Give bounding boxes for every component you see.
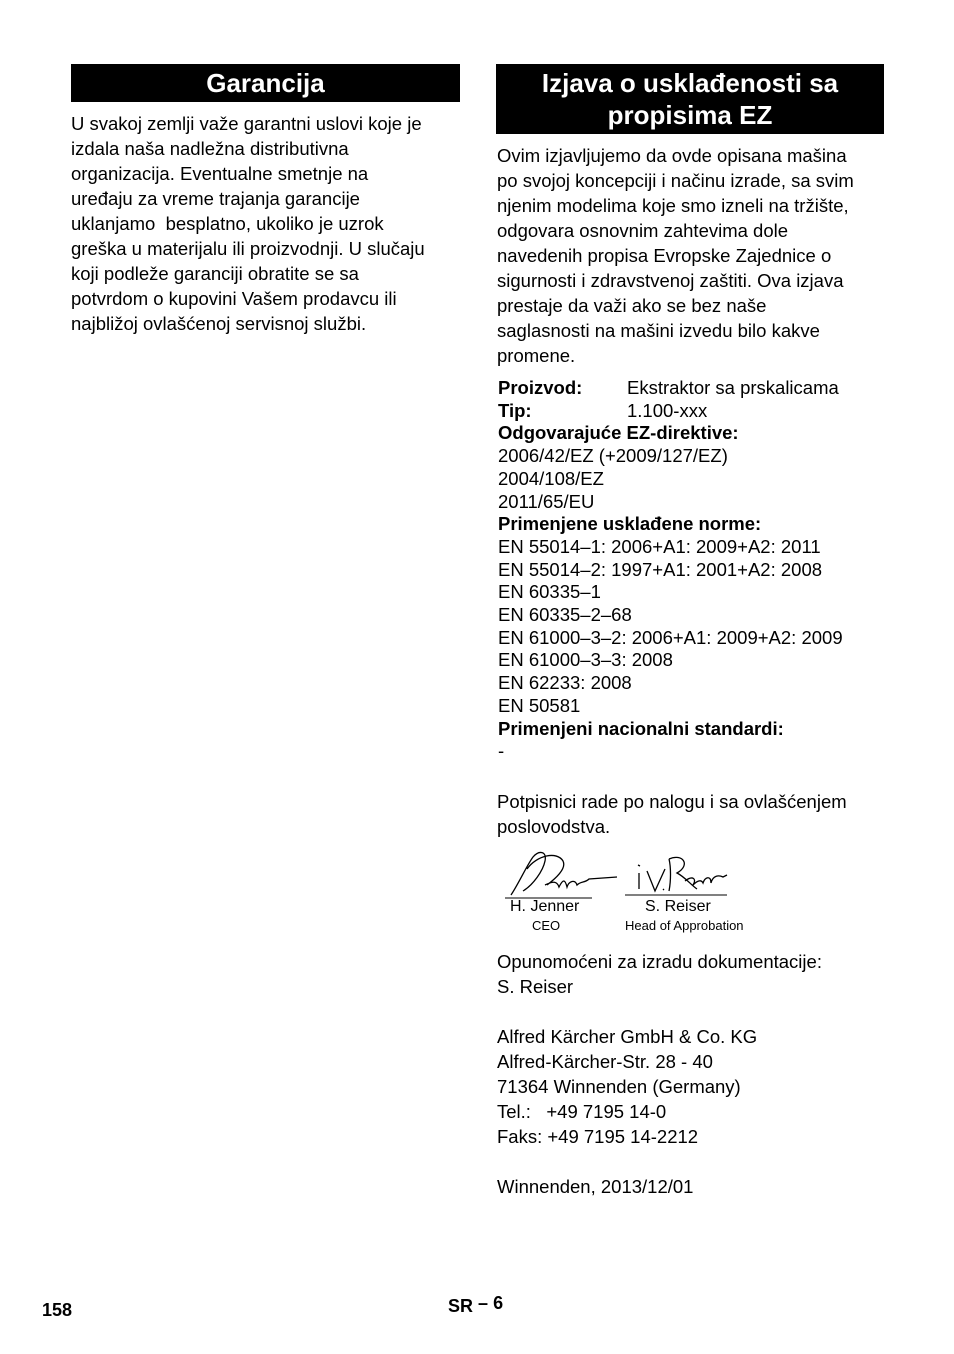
warranty-paragraph (71, 111, 466, 336)
product-value: Ekstraktor sa prskalicama (627, 377, 839, 398)
warranty-line: koji podleže garanciji obratite se sa (71, 263, 359, 284)
intro-line: promene. (497, 345, 576, 366)
footer-lang-code: SR (448, 1296, 474, 1316)
address-line: Faks: +49 7195 14-2212 (497, 1126, 699, 1147)
jenner-signature (505, 852, 617, 898)
authority-line: Opunomoćeni za izradu dokumentacije: (497, 951, 822, 972)
declaration-heading (496, 64, 884, 134)
declaration-heading-line2: propisima EZ (607, 100, 773, 130)
declaration-details (498, 377, 898, 763)
warranty-line: organizacija. Eventualne smetnje na (71, 163, 369, 184)
national-standards-value: - (498, 740, 505, 762)
footer-section (448, 1293, 504, 1317)
signatories-note-line: Potpisnici rade po nalogu i sa ovlašćenjem (497, 791, 847, 812)
signatories-note (497, 789, 892, 839)
footer-section-page: 6 (493, 1293, 504, 1313)
directive-item: 2004/108/EZ (498, 467, 604, 489)
type-value: 1.100-xxx (627, 399, 708, 421)
signatory-role: CEO (532, 918, 561, 933)
address-line: 71364 Winnenden (Germany) (497, 1076, 741, 1097)
company-address (497, 1024, 892, 1149)
signatures-block (497, 845, 777, 940)
authority-line: S. Reiser (497, 976, 574, 997)
directive-item: 2011/65/EU (498, 490, 595, 512)
norm-item: EN 55014–1: 2006+A1: 2009+A2: 2011 (498, 535, 821, 557)
norms-label: Primenjene usklađene norme: (498, 513, 762, 535)
address-line: Alfred-Kärcher-Str. 28 - 40 (497, 1051, 713, 1072)
signatory-name: S. Reiser (645, 898, 711, 915)
directives-label: Odgovarajuće EZ-direktive: (498, 422, 739, 444)
norm-item: EN 60335–2–68 (498, 604, 632, 626)
declaration-heading-line1: Izjava o usklađenosti sa (541, 68, 839, 98)
intro-line: po svojoj koncepciji i načinu izrade, sa svim (497, 170, 854, 191)
declaration-intro (497, 143, 892, 368)
norm-item: EN 61000–3–2: 2006+A1: 2009+A2: 2009 (498, 626, 843, 648)
warranty-line: uređaju za vreme trajanja garancije (71, 188, 360, 209)
intro-line: odgovara osnovnim zahtevima dole (497, 220, 789, 241)
norm-item: EN 50581 (498, 694, 581, 716)
intro-line: njenim modelima koje smo izneli na tržište, (497, 195, 849, 216)
address-line: Tel.: +49 7195 14-0 (497, 1101, 667, 1122)
product-label: Proizvod: (498, 377, 583, 398)
norm-item: EN 55014–2: 1997+A1: 2001+A2: 2008 (498, 558, 823, 580)
signatory-role: Head of Approbation (625, 918, 744, 933)
type-row (498, 400, 898, 423)
warranty-line: potvrdom o kupovini Vašem prodavcu ili (71, 288, 397, 309)
norm-item: EN 60335–1 (498, 581, 601, 603)
type-label: Tip: (498, 399, 532, 421)
norm-item: EN 62233: 2008 (498, 672, 632, 694)
declaration-date: Winnenden, 2013/12/01 (497, 1176, 694, 1197)
page-number: 158 (42, 1300, 73, 1320)
intro-line: Ovim izjavljujemo da ovde opisana mašina (497, 145, 847, 166)
warranty-line: greška u materijalu ili proizvodnji. U slučaju (71, 238, 425, 259)
intro-line: navedenih propisa Evropske Zajednice o (497, 245, 832, 266)
warranty-line: uklanjamo besplatno, ukoliko je uzrok (71, 213, 384, 234)
intro-line: prestaje da važi ako se bez naše (497, 295, 767, 316)
signatories-note-line: poslovodstva. (497, 816, 611, 837)
warranty-line: U svakoj zemlji važe garantni uslovi koje je (71, 113, 422, 134)
signature-images (497, 845, 777, 905)
footer-dash: – (478, 1293, 489, 1313)
address-line: Alfred Kärcher GmbH & Co. KG (497, 1026, 758, 1047)
product-row (498, 377, 898, 400)
intro-line: sigurnosti i zdravstvenoj zaštiti. Ova izjava (497, 270, 844, 291)
warranty-heading: Garancija (71, 64, 460, 102)
signatory-name: H. Jenner (510, 898, 580, 915)
national-standards-label: Primenjeni nacionalni standardi: (498, 717, 784, 739)
warranty-line: najbližoj ovlašćenoj servisnoj službi. (71, 313, 367, 334)
warranty-line: izdala naša nadležna distributivna (71, 138, 349, 159)
reiser-signature (625, 857, 727, 895)
norm-item: EN 61000–3–3: 2008 (498, 649, 673, 671)
intro-line: saglasnosti na mašini izvedu bilo kakve (497, 320, 820, 341)
documentation-authority (497, 949, 892, 999)
directive-item: 2006/42/EZ (+2009/127/EZ) (498, 445, 728, 467)
